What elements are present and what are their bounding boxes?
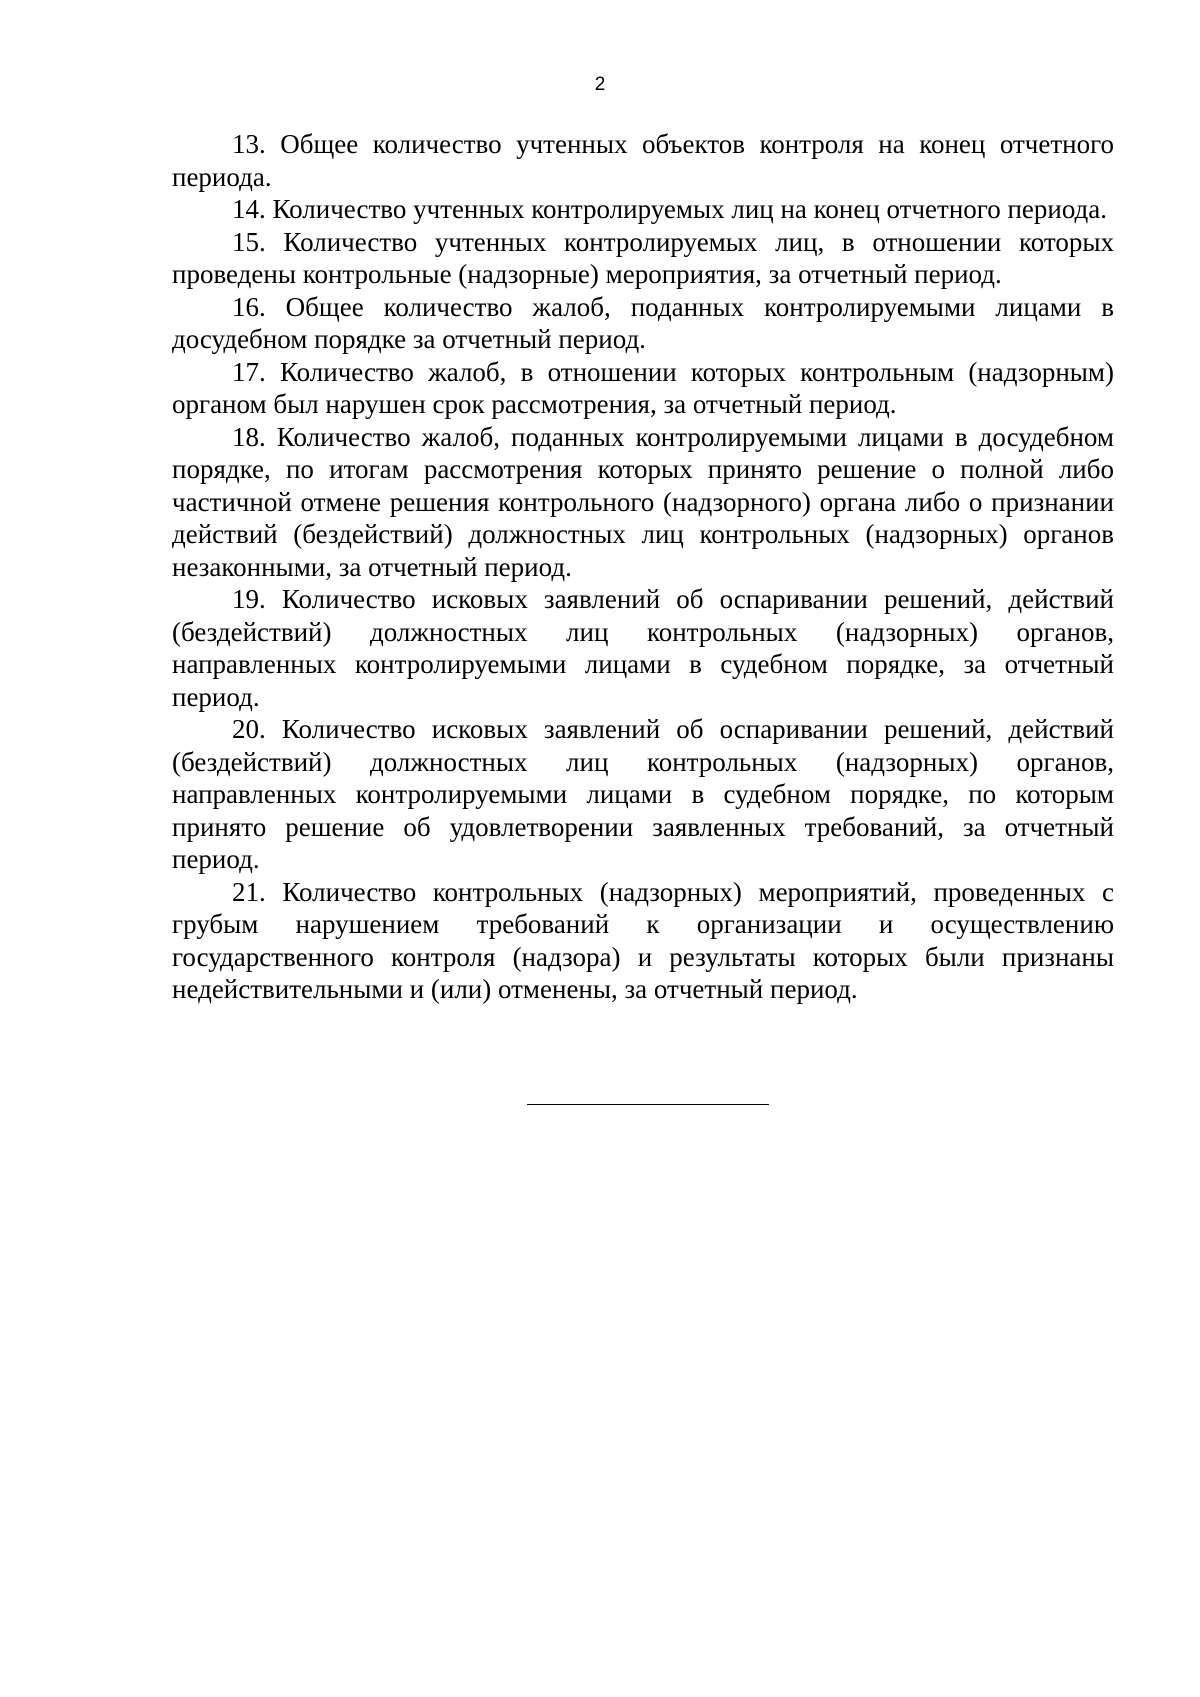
list-item: 15. Количество учтенных контролируемых лиц, в отношении которых проведены контрольные (надзорные) мероприятия, за отчетный период. [172,226,1114,289]
list-item: 17. Количество жалоб, в отношении которых контрольным (надзорным) органом был нарушен срок рассмотрения, за отчетный период. [172,356,1114,419]
list-item: 13. Общее количество учтенных объектов контроля на конец отчетного периода. [172,129,1114,192]
indicator-list [172,128,1114,1006]
list-item: 20. Количество исковых заявлений об оспаривании решений, действий (бездействий) должностных лиц контрольных (надзорных) органов, направленных контролируемыми лицами в судебном порядке, по которым принято решение об удовлетворении заявленных требований, за отчетный период. [172,714,1114,874]
list-item: 16. Общее количество жалоб, поданных контролируемыми лицами в досудебном порядке за отчетный период. [172,291,1114,354]
list-item: 18. Количество жалоб, поданных контролируемыми лицами в досудебном порядке, по итогам рассмотрения которых принято решение о полной либо частичной отмене решения контрольного (надзорного) органа либо о признании действий (бездействий) должностных лиц контрольных (надзорных) органов незаконными, за отчетный период. [172,421,1114,582]
list-item: 14. Количество учтенных контролируемых лиц на конец отчетного периода. [232,194,1108,224]
page-number: 2 [594,74,606,95]
closing-divider [527,1104,769,1105]
list-item: 19. Количество исковых заявлений об оспаривании решений, действий (бездействий) должностных лиц контрольных (надзорных) органов, направленных контролируемыми лицами в судебном порядке, за отчетный период. [172,584,1114,712]
list-item: 21. Количество контрольных (надзорных) мероприятий, проведенных с грубым нарушением требований к организации и осуществлению государственного контроля (надзора) и результаты которых были признаны недействительными и (или) отменены, за отчетный период. [172,876,1114,1004]
